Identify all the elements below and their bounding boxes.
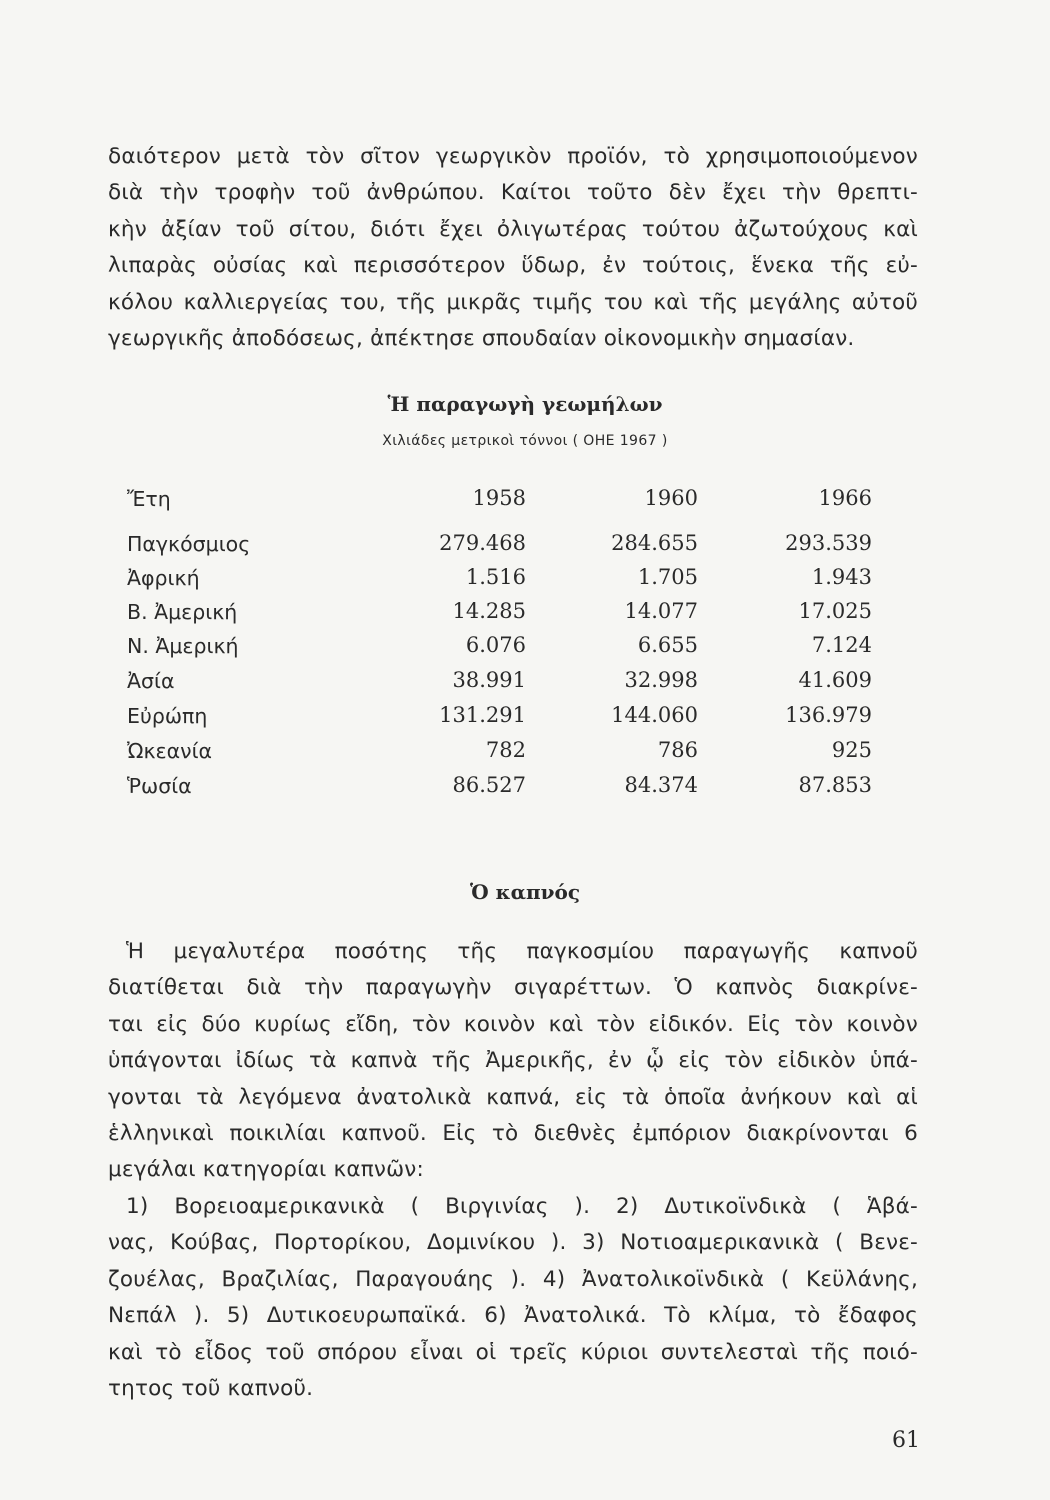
row-region: Εὐρώπη <box>127 704 208 728</box>
row-value: 786 <box>657 738 698 762</box>
text-line: διὰ τὴν τροφὴν τοῦ ἀνθρώπου. Καίτοι τοῦτο δὲν ἔχει τὴν θρεπτι- <box>108 180 918 206</box>
text-line: κὴν ἀξίαν τοῦ σίτου, διότι ἔχει ὀλιγωτέρας τούτου ἀζωτούχους καὶ <box>108 216 918 242</box>
row-value: 279.468 <box>439 531 526 555</box>
tobacco-paragraph <box>108 934 918 1189</box>
text-line: 1) Βορειοαμερικανικὰ ( Βιργινίας ). 2) Δυτικοϊνδικὰ ( Ἁβά- <box>126 1194 918 1219</box>
year-header: 1958 <box>472 486 526 510</box>
row-region: Ὠκεανία <box>127 739 213 763</box>
row-value: 782 <box>485 738 526 762</box>
text-line: δαιότερον μετὰ τὸν σῖτον γεωργικὸν προϊόν, τὸ χρησιμοποιούμενον <box>108 144 918 169</box>
row-value: 86.527 <box>452 773 526 797</box>
page-number: 61 <box>892 1428 920 1453</box>
text-line: διατίθεται διὰ τὴν παραγωγὴν σιγαρέττων. Ὁ καπνὸς διακρίνε- <box>108 975 918 1001</box>
row-region: Ἀφρική <box>127 566 200 590</box>
row-value: 925 <box>831 738 872 762</box>
row-value: 136.979 <box>785 703 872 727</box>
row-value: 38.991 <box>452 668 526 692</box>
text-line: τητος τοῦ καπνοῦ. <box>108 1376 314 1402</box>
text-line: Νεπάλ ). 5) Δυτικοευρωπαϊκά. 6) Ἀνατολικά. Τὸ κλίμα, τὸ ἔδαφος <box>108 1303 918 1329</box>
table-subtitle: Χιλιάδες μετρικοὶ τόννοι ( ΟΗΕ 1967 ) <box>382 433 668 449</box>
text-line: κόλου καλλιεργείας του, τῆς μικρᾶς τιμῆς του καὶ τῆς μεγάλης αὐτοῦ <box>108 289 918 315</box>
row-value: 14.077 <box>624 599 698 623</box>
text-line: μεγάλαι κατηγορίαι καπνῶν: <box>108 1157 424 1183</box>
text-line: καὶ τὸ εἶδος τοῦ σπόρου εἶναι οἱ τρεῖς κύριοι συντελεσταὶ τῆς ποιό- <box>108 1339 918 1365</box>
row-value: 1.943 <box>811 565 872 589</box>
row-region: Ν. Ἀμερική <box>127 634 239 658</box>
row-value: 41.609 <box>798 668 872 692</box>
row-region: Ἀσία <box>127 669 175 693</box>
tobacco-categories-paragraph <box>108 1189 918 1407</box>
year-header: 1966 <box>818 486 872 510</box>
row-value: 131.291 <box>439 703 526 727</box>
text-line: γονται τὰ λεγόμενα ἀνατολικὰ καπνά, εἰς τὰ ὁποῖα ἀνήκουν καὶ αἱ <box>108 1084 918 1110</box>
row-value: 284.655 <box>611 531 698 555</box>
text-line: ται εἰς δύο κυρίως εἴδη, τὸν κοινὸν καὶ τὸν εἰδικόν. Εἰς τὸν κοινὸν <box>108 1011 918 1037</box>
text-line: λιπαρὰς οὐσίας καὶ περισσότερον ὕδωρ, ἐν τούτοις, ἕνεκα τῆς εὐ- <box>108 253 918 279</box>
text-line: ἑλληνικαὶ ποικιλίαι καπνοῦ. Εἰς τὸ διεθνὲς ἐμπόριον διακρίνονται 6 <box>108 1121 918 1147</box>
text-line: Ἡ μεγαλυτέρα ποσότης τῆς παγκοσμίου παραγωγῆς καπνοῦ <box>126 939 918 964</box>
text-line: γεωργικῆς ἀποδόσεως, ἀπέκτησε σπουδαίαν οἰκονομικὴν σημασίαν. <box>108 326 855 352</box>
row-value: 6.655 <box>637 633 698 657</box>
row-region: Β. Ἀμερική <box>127 600 238 624</box>
text-line: ζουέλας, Βραζιλίας, Παραγουάης ). 4) Ἀνατολικοϊνδικὰ ( Κεϋλάνης, <box>108 1266 918 1292</box>
row-region: Παγκόσμιος <box>127 532 251 556</box>
row-value: 6.076 <box>465 633 526 657</box>
section-title: Ὁ καπνός <box>469 880 581 904</box>
table-title: Ἡ παραγωγὴ γεωμήλων <box>387 392 663 416</box>
row-value: 32.998 <box>624 668 698 692</box>
table-header-label: Ἔτη <box>127 487 171 511</box>
text-line: ὑπάγονται ἰδίως τὰ καπνὰ τῆς Ἀμερικῆς, ἐν ᾧ εἰς τὸν εἰδικὸν ὑπά- <box>108 1048 918 1074</box>
top-paragraph <box>108 139 918 357</box>
row-value: 1.516 <box>465 565 526 589</box>
text-line: νας, Κούβας, Πορτορίκου, Δομινίκου ). 3) Νοτιοαμερικανικὰ ( Βενε- <box>108 1230 918 1256</box>
row-value: 7.124 <box>811 633 872 657</box>
year-header: 1960 <box>644 486 698 510</box>
row-value: 1.705 <box>637 565 698 589</box>
row-region: Ῥωσία <box>127 774 192 798</box>
row-value: 17.025 <box>798 599 872 623</box>
row-value: 293.539 <box>785 531 872 555</box>
row-value: 14.285 <box>452 599 526 623</box>
row-value: 144.060 <box>611 703 698 727</box>
row-value: 87.853 <box>798 773 872 797</box>
row-value: 84.374 <box>624 773 698 797</box>
